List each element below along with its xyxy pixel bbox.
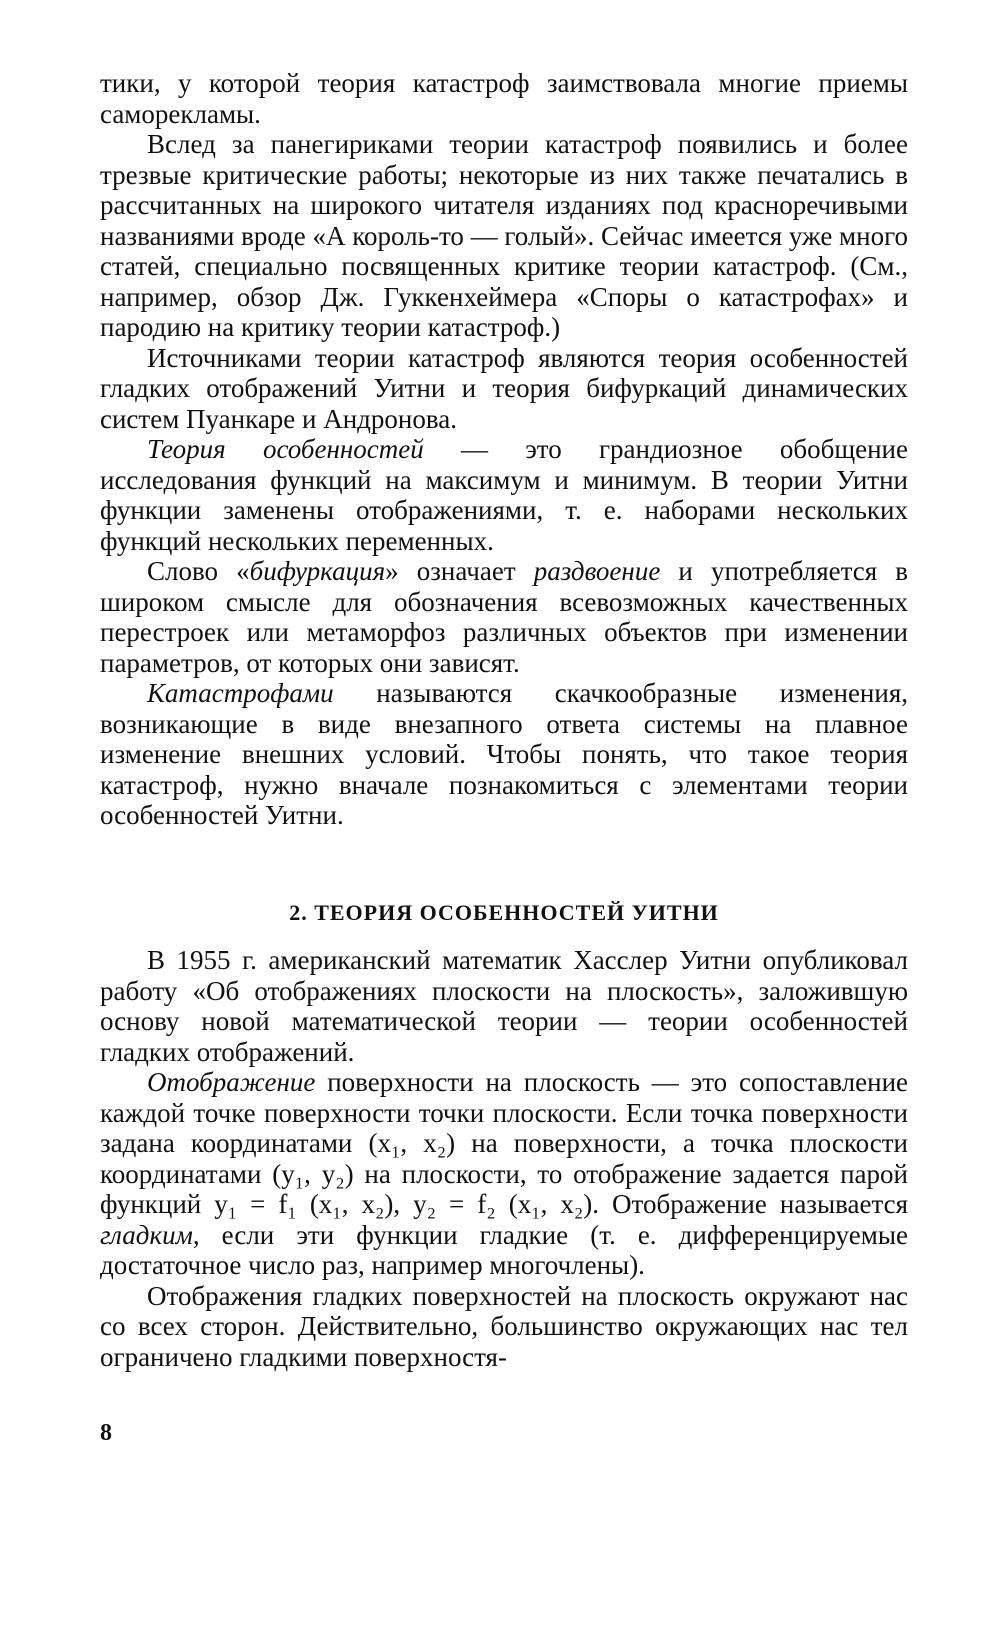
paragraph-continuation: тики, у которой теория катастроф заимствовала многие приемы саморекламы. [100,68,908,129]
paragraph-catastrophes [100,678,908,831]
term-singularity-theory: Теория особенностей [147,434,424,464]
paragraph-smooth-surfaces: Отображения гладких поверхностей на плоскость окружают нас со всех сторон. Действительно, большинство окружающих нас тел ограничено гладкими поверхностя- [100,1280,908,1372]
paragraph-bifurcation [100,556,908,678]
book-page-body [100,68,908,1372]
paragraph-critical-works: Вслед за панегириками теории катастроф появились и более трезвые критические работы; некоторые из них также печатались в рассчитанных на широкого читателя изданиях под красноречивыми названиями вроде «А король-то — голый». Сейчас имеется уже много статей, специально посвященных критике теории катастроф. (См., например, обзор Дж. Гуккенхеймера «Споры о катастрофах» и пародию на критику теории катастроф.) [100,129,908,342]
term-bifurcation-meaning: раздвоение [533,556,661,586]
term-smooth: гладким [100,1219,193,1250]
paragraph-singularity-theory [100,434,908,556]
term-bifurcation: бифуркация [249,556,386,586]
paragraph-text: — это грандиозное обобщение исследования функций на максимум и минимум. В теории Уитни функции заменены отображениями, т. е. наборами нескольких функций нескольких переменных. [100,434,908,556]
term-catastrophes: Катастрофами [147,678,334,708]
paragraph-text-pre: Слово « [147,556,250,586]
paragraph-text-mid: » означает [385,556,534,586]
paragraph-sources: Источниками теории катастроф являются теория особенностей гладких отображений Уитни и теория бифуркаций динамических систем Пуанкаре и Андронова. [100,342,908,434]
section-heading: 2. ТЕОРИЯ ОСОБЕННОСТЕЙ УИТНИ [289,899,719,925]
term-mapping: Отображение [147,1067,316,1097]
paragraph-whitney-1955: В 1955 г. американский математик Хасслер Уитни опубликовал работу «Об отображениях плоскости на плоскость», заложившую основу новой математической теории — теории особенностей гладких отображений. [100,945,908,1067]
paragraph-mapping-definition [100,1067,908,1281]
paragraph-text-end: , если эти функции гладкие (т. е. дифференцируемые достаточное число раз, например многочлены). [100,1219,908,1280]
paragraph-text: называются скачкообразные изменения, возникающие в виде внезапного ответа системы на плавное изменение внешних условий. Чтобы понять, что такое теория катастроф, нужно вначале познакомиться с элементами теории особенностей Уитни. [100,678,908,830]
page-number: 8 [100,1420,112,1446]
paragraph-text: поверхности на плоскость — это сопоставление каждой точке поверхности точки плоскости. Если точка поверхности задана координатами (x₁, x₂) на поверхности, а точка плоскости координатами (y₁, y₂) на плоскости, то отображение задается парой функций y₁ = f₁ (x₁, x₂), y₂ = f₂ (x₁, x₂). Отображение называется [100,1067,908,1219]
paragraph-text: и употребляется в широком смысле для обозначения всевозможных качественных перестроек или метаморфоз различных объектов при изменении параметров, от которых они зависят. [100,556,908,678]
